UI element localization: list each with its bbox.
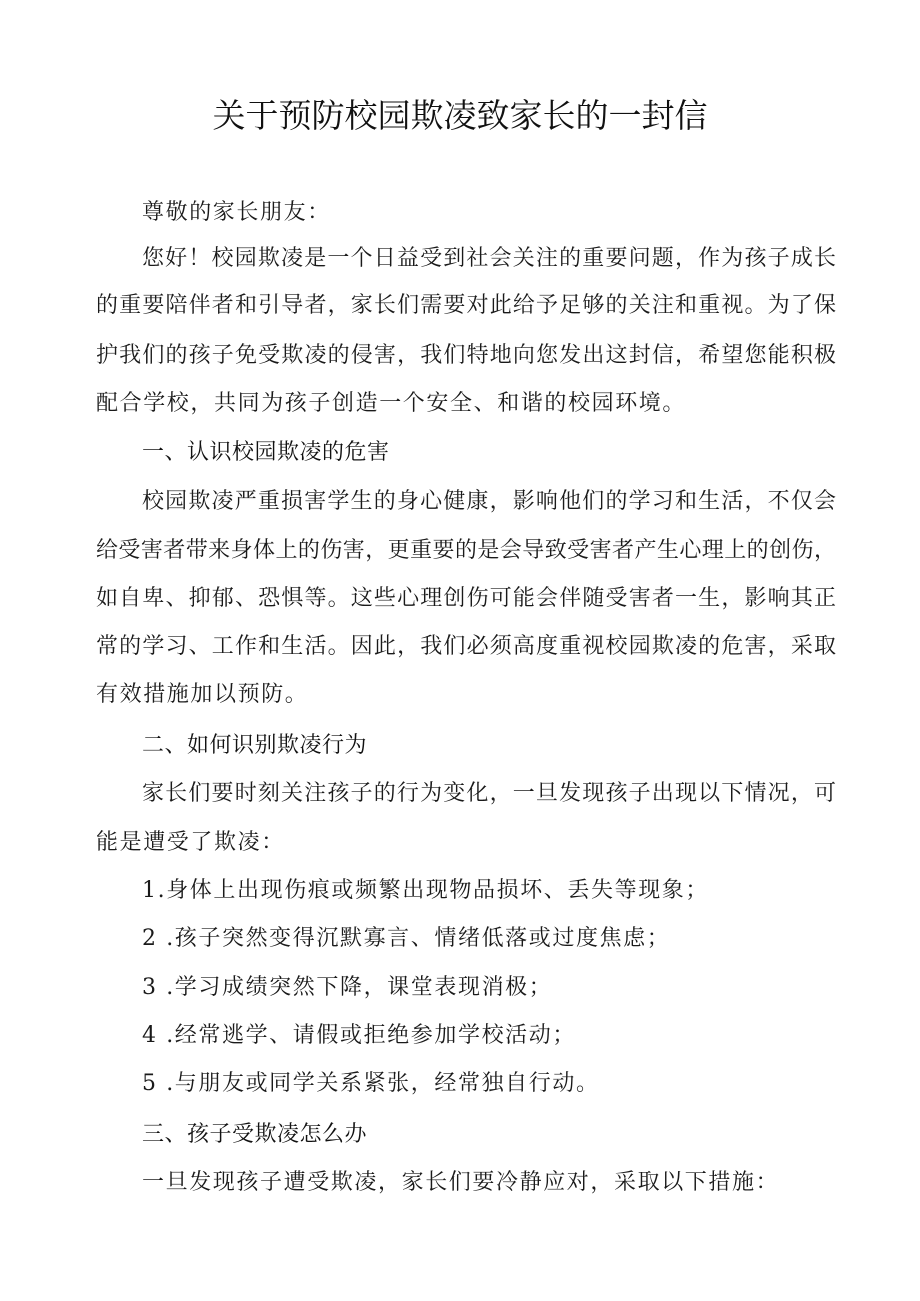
section1-line-2: 给受害者带来身体上的伤害，更重要的是会导致受害者产生心理上的创伤， — [96, 538, 836, 563]
section1-line-4: 常的学习、工作和生活。因此，我们必须高度重视校园欺凌的危害，采取 — [96, 634, 836, 659]
section-heading-3: 三、孩子受欺凌怎么办 — [142, 1122, 368, 1147]
intro-line-1: 您好！校园欺凌是一个日益受到社会关注的重要问题，作为孩子成长 — [142, 246, 836, 271]
section-heading-2: 二、如何识别欺凌行为 — [142, 733, 368, 758]
list-item-3: 3 .学习成绩突然下降，课堂表现消极； — [142, 975, 553, 1000]
section-heading-1: 一、认识校园欺凌的危害 — [142, 440, 390, 465]
section2-line-2: 能是遭受了欺凌： — [96, 830, 285, 855]
section1-line-1: 校园欺凌严重损害学生的身心健康，影响他们的学习和生活，不仅会 — [142, 489, 836, 514]
intro-line-3: 护我们的孩子免受欺凌的侵害，我们特地向您发出这封信，希望您能积极 — [96, 343, 836, 368]
document-title: 关于预防校园欺凌致家长的一封信 — [212, 96, 708, 135]
greeting: 尊敬的家长朋友： — [142, 200, 331, 225]
section1-line-3: 如自卑、抑郁、恐惧等。这些心理创伤可能会伴随受害者一生，影响其正 — [96, 586, 836, 611]
section2-line-1: 家长们要时刻关注孩子的行为变化，一旦发现孩子出现以下情况，可 — [142, 781, 836, 806]
list-item-1: 1.身体上出现伤痕或频繁出现物品损坏、丢失等现象； — [142, 878, 709, 903]
intro-line-4: 配合学校，共同为孩子创造一个安全、和谐的校园环境。 — [96, 391, 687, 416]
section3-line-1: 一旦发现孩子遭受欺凌，家长们要冷静应对，采取以下措施： — [142, 1170, 780, 1195]
list-item-5: 5 .与朋友或同学关系紧张，经常独自行动。 — [142, 1071, 600, 1096]
intro-line-2: 的重要陪伴者和引导者，家长们需要对此给予足够的关注和重视。为了保 — [96, 293, 836, 318]
list-item-4: 4 .经常逃学、请假或拒绝参加学校活动； — [142, 1023, 576, 1048]
list-item-2: 2 .孩子突然变得沉默寡言、情绪低落或过度焦虑； — [142, 926, 671, 951]
section1-line-5: 有效措施加以预防。 — [96, 682, 309, 707]
